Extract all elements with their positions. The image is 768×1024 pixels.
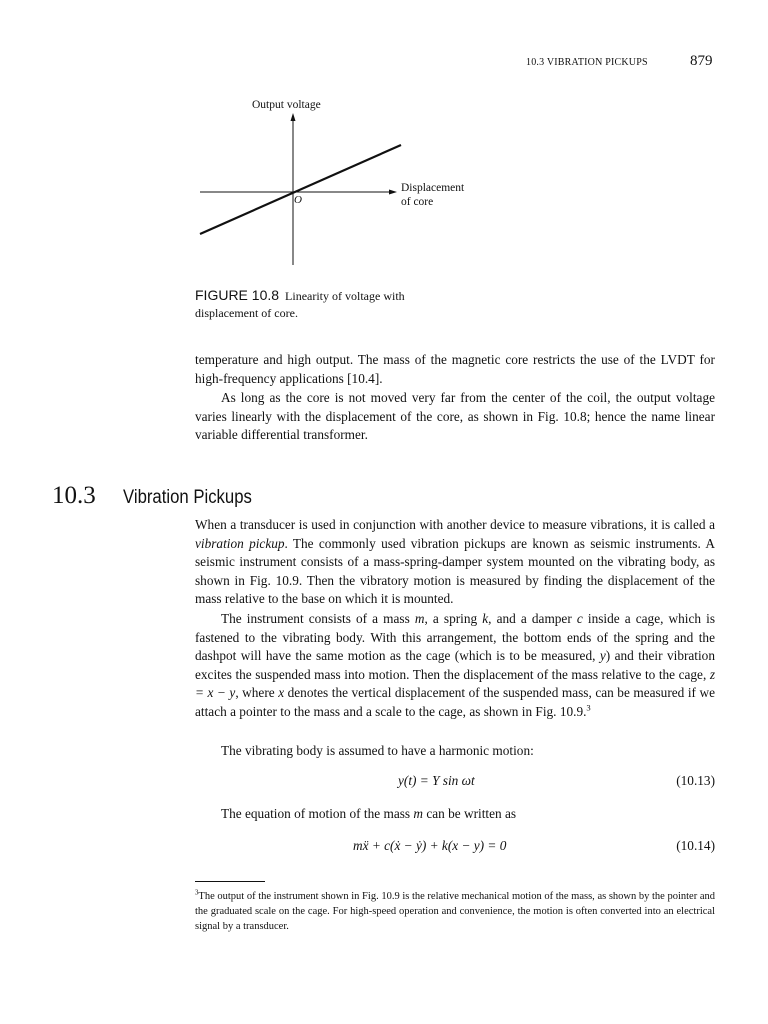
equation-10-13-expression: y(t) = Y sin ωt: [398, 773, 475, 788]
x-axis-label-line-2: of core: [401, 196, 434, 208]
y-axis-arrowhead: [291, 113, 296, 121]
symbol-c: c: [576, 611, 583, 626]
text-run: The instrument consists of a mass: [221, 611, 415, 626]
text-run: ) and their vibration excites the suspended mass into motion. Then the displacement of the mass relative to the cage,: [195, 648, 715, 682]
footnote-rule: [195, 881, 265, 882]
equation-10-14-number: (10.14): [676, 838, 715, 853]
figure-y-axis-label: Output voltage: [252, 99, 321, 111]
paragraph-lvdt-limits: temperature and high output. The mass of the magnetic core restricts the use of the LVDT for high-frequency applications [10.4].: [195, 352, 715, 386]
footnote-3: [195, 889, 715, 934]
term-vibration-pickup: vibration pickup: [195, 535, 285, 551]
linear-response-line: [200, 145, 401, 234]
equation-10-14: [195, 838, 715, 858]
running-header-section: 10.3 VIBRATION PICKUPS: [526, 57, 648, 68]
equation-10-13: [195, 773, 715, 793]
footnote-text: The output of the instrument shown in Fig. 10.9 is the relative mechanical motion of the mass, as shown by the pointer and the graduated scale on the cage. For high-speed operation and convenience, the motion is often converted into an electrical signal by a transducer.: [195, 891, 715, 932]
figure-origin-label: O: [294, 194, 302, 206]
equation-10-14-expression: mẍ + c(ẋ − ẏ) + k(x − y) = 0: [353, 838, 507, 853]
x-axis-arrowhead: [389, 190, 397, 195]
footnote-mark: 3: [195, 889, 199, 897]
text-run: , a spring: [424, 611, 483, 626]
figure-caption: [195, 287, 455, 322]
symbol-k: k: [482, 611, 489, 626]
x-axis-label-line-1: Displacement: [401, 182, 465, 194]
text-run: denotes the vertical displacement of the suspended mass, can be measured if we attach a pointer to the mass and a scale to the cage, as shown in Fig. 10.9.: [195, 685, 715, 719]
paragraph-pickup-definition: [195, 516, 715, 609]
paragraph-harmonic-motion: The vibrating body is assumed to have a harmonic motion:: [221, 743, 534, 758]
relative-displacement-expression: z = x − y: [195, 666, 715, 701]
equation-10-13-number: (10.13): [676, 773, 715, 788]
section-number: 10.3: [52, 482, 96, 509]
paragraph-instrument-description: [195, 610, 715, 722]
page-number: 879: [690, 53, 713, 69]
text-run: , and a damper: [488, 611, 577, 626]
text-run: inside a cage, which is fastened to the vibrating body. With this arrangement, the bottom ends of the spring and the dashpot will have the same motion as the cage (which is to be measured,: [195, 611, 716, 664]
paragraph-lvdt-linearity: As long as the core is not moved very far from the center of the coil, the output voltage varies linearly with the displacement of the core, as shown in Fig. 10.8; hence the name linear variable differential transformer.: [195, 390, 715, 443]
text-run: can be written as: [423, 806, 517, 821]
symbol-m: m: [414, 611, 425, 626]
footnote-reference[interactable]: 3: [586, 702, 591, 713]
symbol-y: y: [599, 648, 606, 664]
figure-caption-text: Linearity of voltage with displacement of core.: [195, 289, 405, 320]
symbol-x: x: [278, 685, 285, 701]
figure-caption-number: FIGURE 10.8: [195, 287, 280, 303]
text-run: , where: [235, 685, 279, 701]
text-run: The equation of motion of the mass: [221, 806, 414, 821]
symbol-m: m: [413, 806, 424, 821]
text-run: . The commonly used vibration pickups are known as seismic instruments. A seismic instrument consists of a mass-spring-damper system mounted on the vibrating body, as shown in Fig. 10.9. Then the vibratory motion is measured by finding the displacement of the mass relative to the base on which it is mounted.: [195, 535, 715, 607]
figure-x-axis-label: [401, 181, 481, 209]
text-run: When a transducer is used in conjunction with another device to measure vibrations, it is called a: [195, 517, 715, 532]
section-title: Vibration Pickups: [123, 487, 252, 508]
paragraph-equation-of-motion: [195, 805, 715, 824]
